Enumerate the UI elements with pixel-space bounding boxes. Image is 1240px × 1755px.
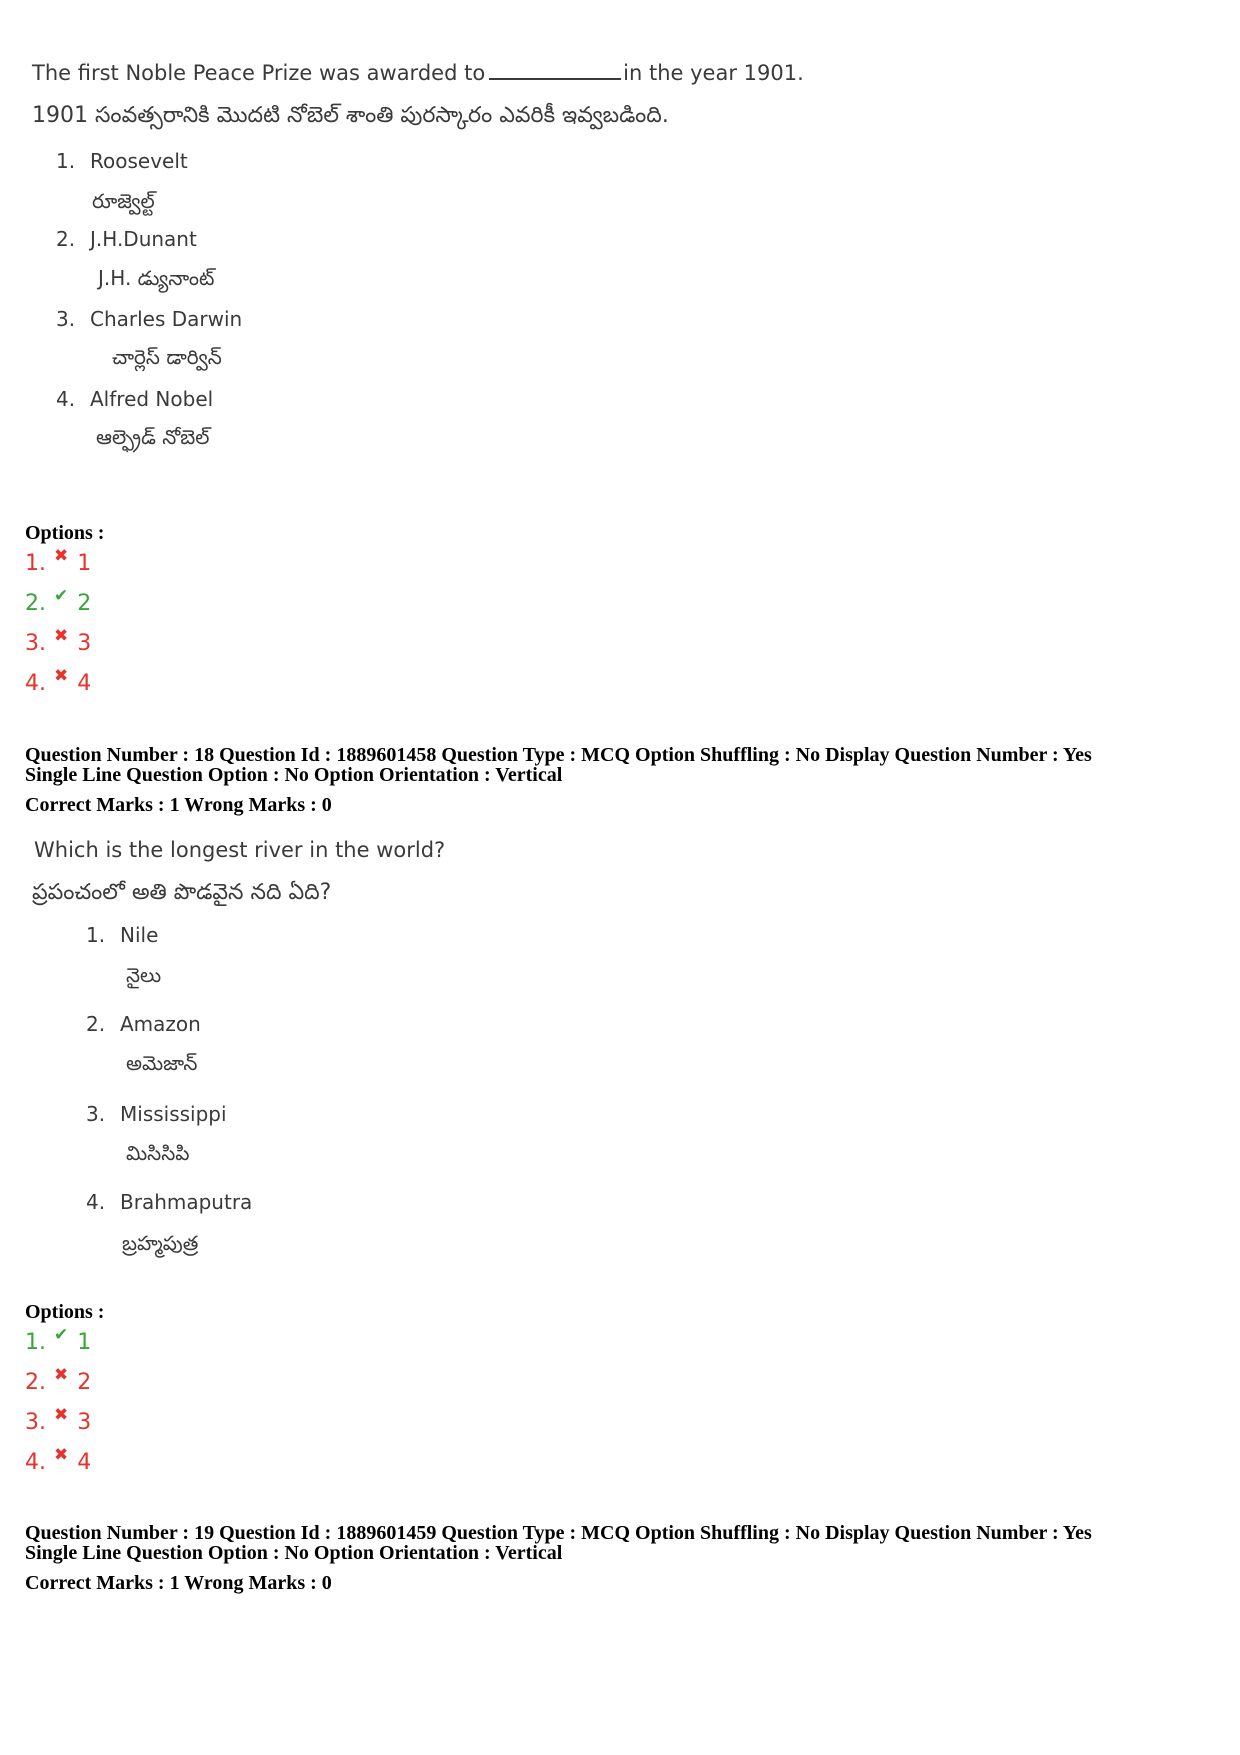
- cross-icon: ✖: [54, 1445, 69, 1465]
- q17-option-2-te: J.H. డ్యునాంట్: [98, 266, 215, 290]
- q18-meta-line-1: Question Number : 18 Question Id : 1889601458 Question Type : MCQ Option Shuffling : No Display Question Number : Yes: [25, 744, 1092, 766]
- q17-answer-1: [25, 546, 92, 576]
- q17-option-2-en: [56, 229, 197, 249]
- q17-option-4-en: [56, 389, 213, 409]
- check-icon: ✔: [54, 586, 69, 606]
- question-18-text-te: ప్రపంచంలో అతి పొడవైన నది ఏది?: [32, 880, 332, 905]
- q17-option-3-en: [56, 309, 242, 329]
- option-number: 2.: [56, 227, 76, 251]
- answer-number: 2.: [25, 591, 46, 616]
- option-label: Amazon: [120, 1012, 201, 1036]
- q19-meta-line-2: Single Line Question Option : No Option Orientation : Vertical: [25, 1542, 563, 1564]
- q18-options-label: Options :: [25, 1301, 105, 1323]
- q19-meta-line-3: Correct Marks : 1 Wrong Marks : 0: [25, 1572, 332, 1594]
- option-label: Roosevelt: [90, 149, 188, 173]
- answer-number: 3.: [25, 1410, 46, 1435]
- option-label: Charles Darwin: [90, 307, 243, 331]
- answer-value: 2: [77, 591, 92, 616]
- q18-option-3-te: మిసిసిపి: [126, 1141, 190, 1165]
- option-label: Alfred Nobel: [90, 387, 214, 411]
- q18-answer-2: [25, 1365, 92, 1395]
- option-label: Mississippi: [120, 1102, 227, 1126]
- question-17-text-te: 1901 సంవత్సరానికి మొదటి నోబెల్ శాంతి పురస్కారం ఎవరికీ ఇవ్వబడింది.: [32, 103, 669, 128]
- q18-option-1-te: నైలు: [126, 963, 162, 987]
- q18-meta-line-3: Correct Marks : 1 Wrong Marks : 0: [25, 794, 332, 816]
- answer-value: 4: [77, 1450, 92, 1475]
- q17-option-3-te: చార్లెస్ డార్విన్: [112, 345, 222, 369]
- cross-icon: ✖: [54, 1405, 69, 1425]
- option-number: 1.: [56, 149, 76, 173]
- answer-number: 4.: [25, 1450, 46, 1475]
- answer-value: 3: [77, 631, 92, 656]
- answer-number: 2.: [25, 1370, 46, 1395]
- cross-icon: ✖: [54, 1365, 69, 1385]
- question-18-text-en: Which is the longest river in the world?: [34, 838, 446, 862]
- question-en-before: The first Noble Peace Prize was awarded to: [32, 61, 486, 85]
- q18-answer-3: [25, 1405, 92, 1435]
- q18-option-4-te: బ్రహ్మపుత్ర: [122, 1231, 199, 1255]
- answer-value: 2: [77, 1370, 92, 1395]
- q17-option-1-te: రూజ్వెల్ట్: [92, 189, 155, 213]
- question-17-text-en: [32, 60, 804, 84]
- q19-meta-line-1: Question Number : 19 Question Id : 1889601459 Question Type : MCQ Option Shuffling : No Display Question Number : Yes: [25, 1522, 1092, 1544]
- q18-option-2-te: అమెజాన్: [126, 1051, 198, 1075]
- option-number: 4.: [56, 387, 76, 411]
- question-en-after: in the year 1901.: [623, 61, 804, 85]
- q17-option-4-te: ఆల్ఫ్రెడ్ నోబెల్: [96, 425, 210, 449]
- answer-value: 3: [77, 1410, 92, 1435]
- q18-answer-1: [25, 1325, 92, 1355]
- q18-option-4-en: [86, 1192, 252, 1212]
- option-number: 2.: [86, 1012, 106, 1036]
- option-label: Nile: [120, 923, 159, 947]
- option-number: 1.: [86, 923, 106, 947]
- cross-icon: ✖: [54, 546, 69, 566]
- answer-value: 4: [77, 671, 92, 696]
- check-icon: ✔: [54, 1325, 69, 1345]
- q17-answer-4: [25, 666, 92, 696]
- answer-number: 3.: [25, 631, 46, 656]
- q17-answer-3: [25, 626, 92, 656]
- q18-option-1-en: [86, 925, 158, 945]
- answer-blank: [489, 60, 621, 80]
- q17-option-1-en: [56, 151, 188, 171]
- q18-meta-line-2: Single Line Question Option : No Option Orientation : Vertical: [25, 764, 563, 786]
- q18-option-3-en: [86, 1104, 227, 1124]
- answer-number: 1.: [25, 1330, 46, 1355]
- option-number: 3.: [86, 1102, 106, 1126]
- option-label: Brahmaputra: [120, 1190, 253, 1214]
- cross-icon: ✖: [54, 626, 69, 646]
- answer-number: 1.: [25, 551, 46, 576]
- answer-number: 4.: [25, 671, 46, 696]
- q18-option-2-en: [86, 1014, 201, 1034]
- answer-value: 1: [77, 1330, 92, 1355]
- cross-icon: ✖: [54, 666, 69, 686]
- option-number: 4.: [86, 1190, 106, 1214]
- q17-options-label: Options :: [25, 522, 105, 544]
- q18-answer-4: [25, 1445, 92, 1475]
- answer-value: 1: [77, 551, 92, 576]
- option-number: 3.: [56, 307, 76, 331]
- option-label: J.H.Dunant: [90, 227, 197, 251]
- q17-answer-2: [25, 586, 92, 616]
